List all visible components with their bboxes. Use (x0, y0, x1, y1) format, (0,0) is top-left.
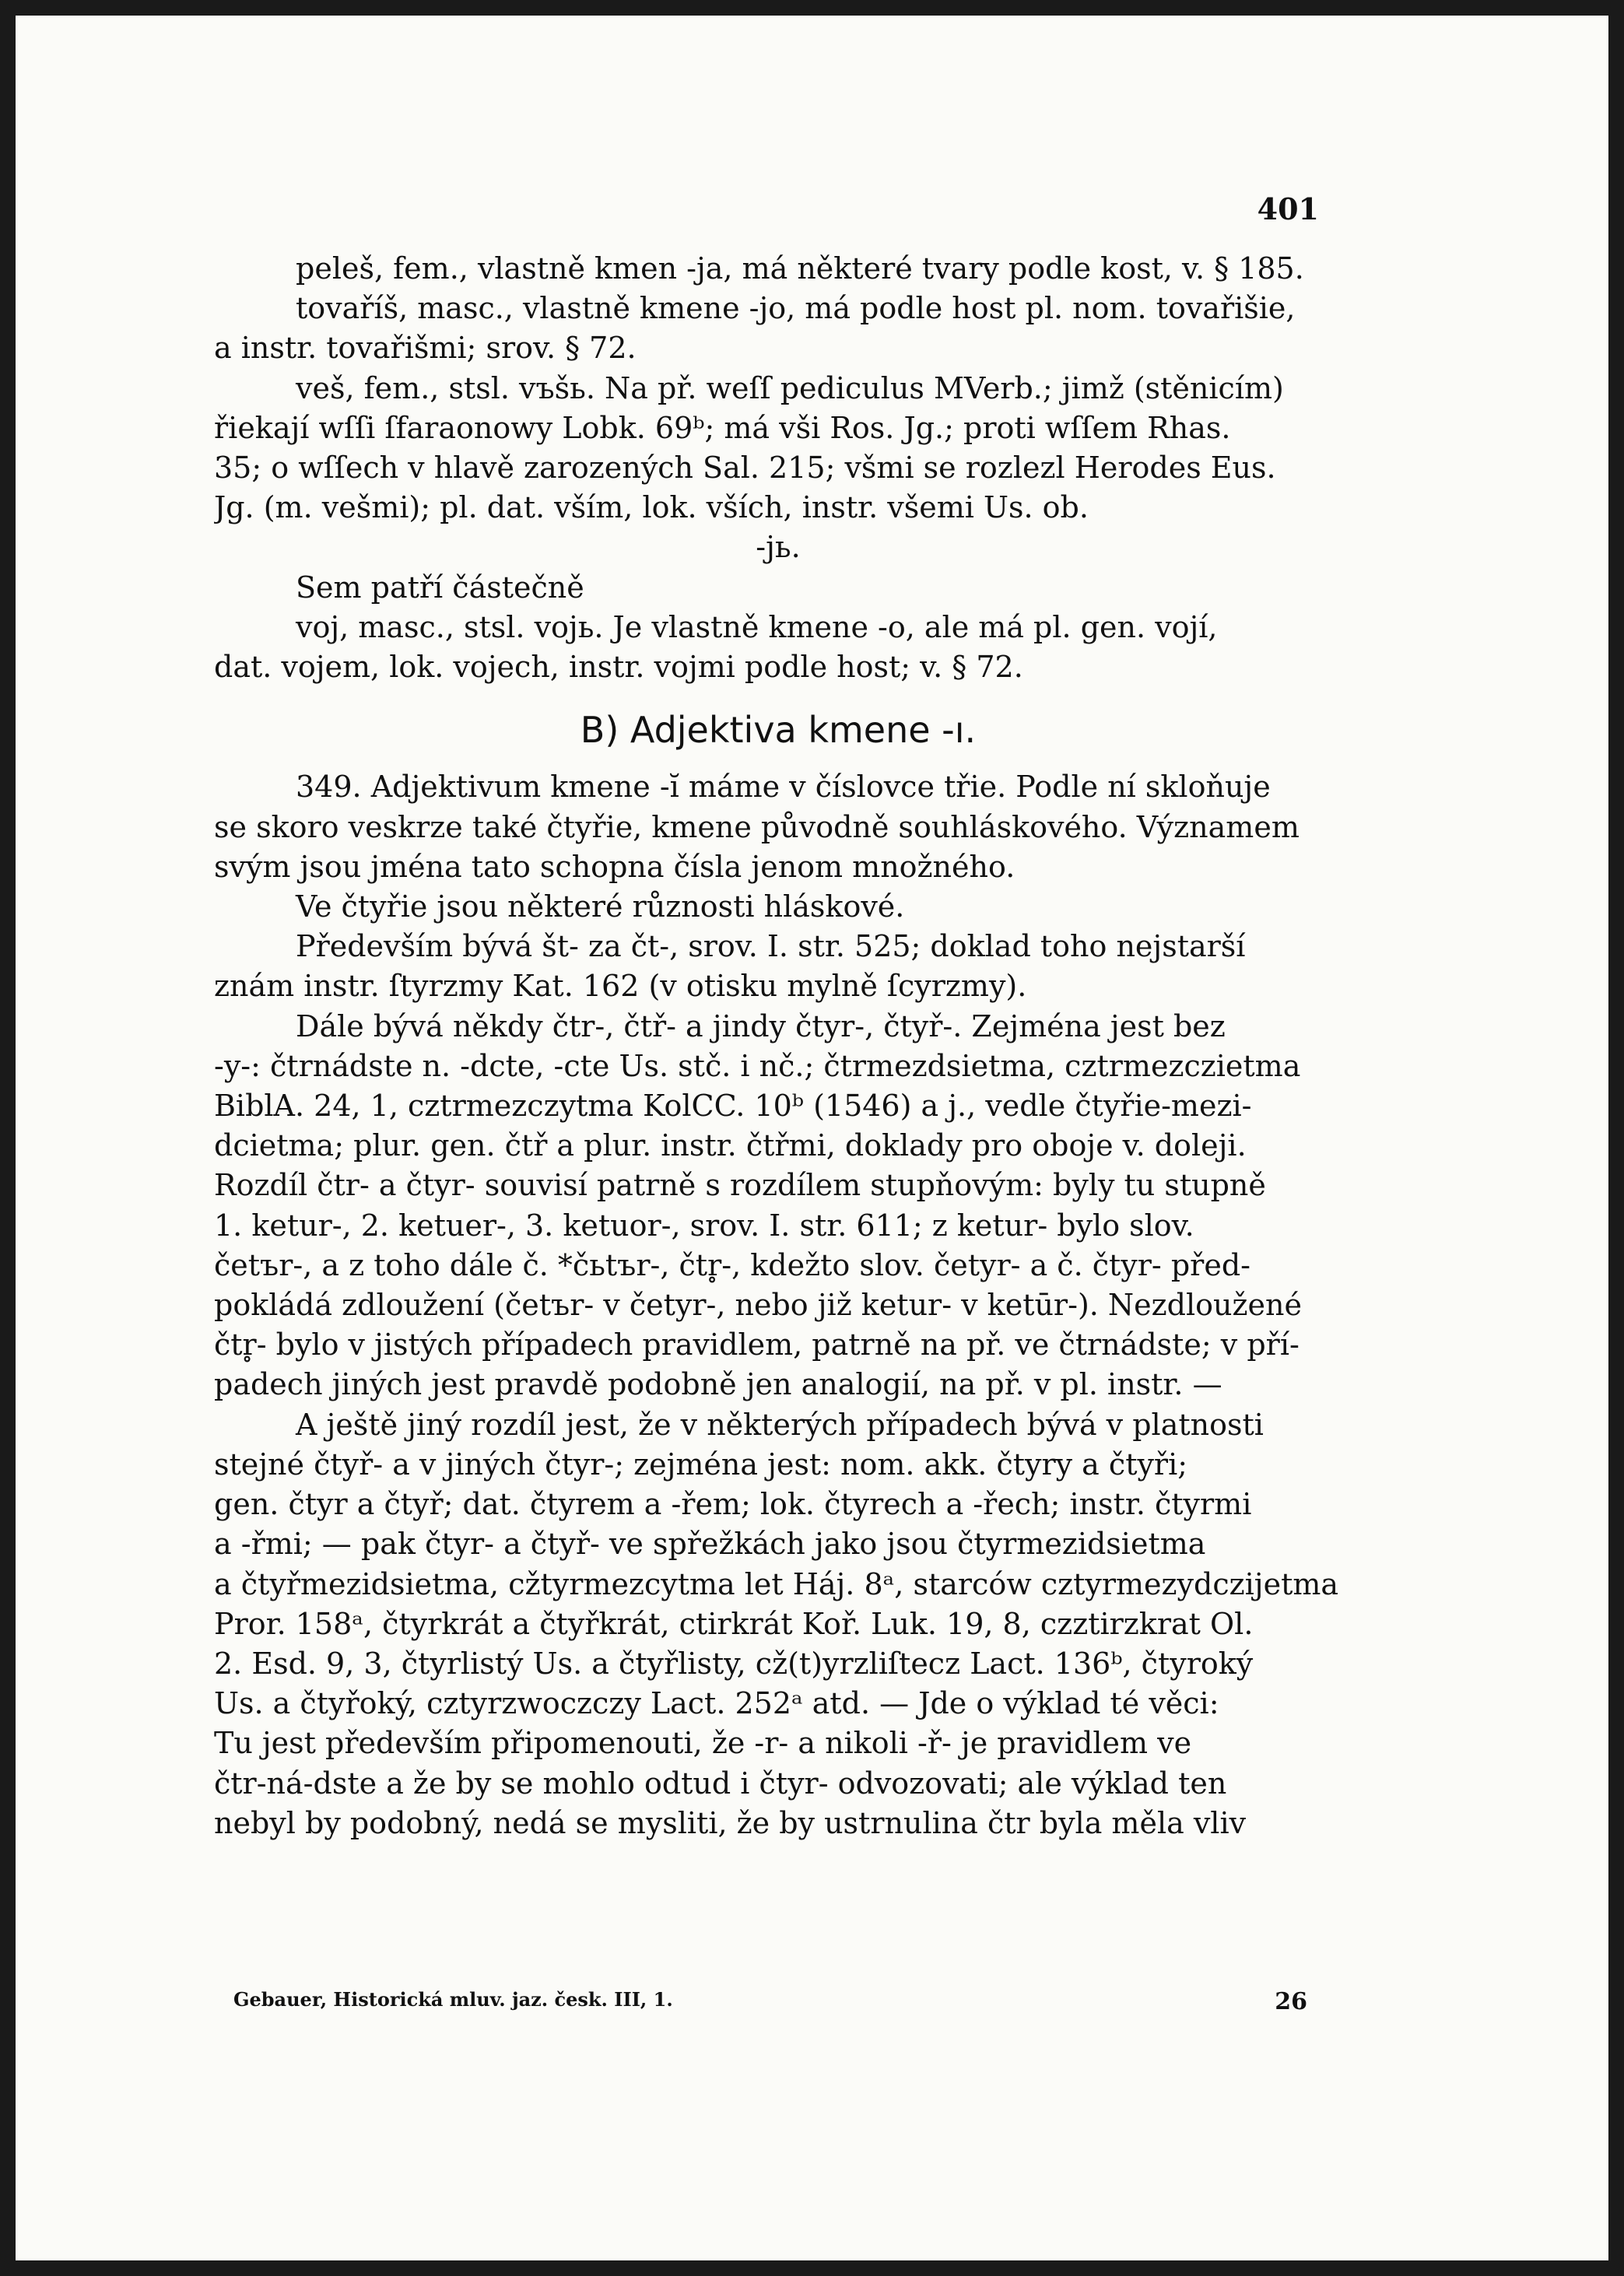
text-line: A ještě jiný rozdíl jest, že v některých případech bývá v platnosti (296, 1407, 1264, 1442)
text-line: 35; o wſſech v hlavě zarozených Sal. 215; všmi se rozlezl Herodes Eus. (214, 451, 1276, 486)
text-line: Pror. 158ᵃ, čtyrkrát a čtyřkrát, ctirkrát Koř. Luk. 19, 8, czztirzkrat Ol. (214, 1606, 1254, 1641)
text-line: Tu jest především připomenouti, že -r- a nikoli -ř- je pravidlem ve (214, 1726, 1192, 1761)
text-line: veš, fem., stsl. vъšь. Na př. weſſ pediculus MVerb.; jimž (stěnicím) (296, 370, 1284, 405)
text-line: čtr-ná-dste a že by se mohlo odtud i čtyr- odvozovati; ale výklad ten (214, 1766, 1227, 1801)
footer-sheet-number: 26 (1275, 1988, 1307, 2015)
text-line: Us. a čtyřoký, cztyrzwoczczy Lact. 252ᵃ atd. — Jde o výklad té věci: (214, 1686, 1219, 1721)
section-heading: B) Adjektiva kmene -ı. (580, 709, 977, 752)
text-body (214, 249, 1342, 1843)
scanned-page (16, 16, 1608, 2260)
text-line: Sem patří částečně (296, 570, 584, 605)
text-line: pokládá zdloužení (četъr- v četyr-, nebo již ketur- v ketūr-). Nezdloužené (214, 1288, 1302, 1323)
text-line: 1. ketur-, 2. ketuer-, 3. ketuor-, srov. I. str. 611; z ketur- bylo slov. (214, 1208, 1194, 1243)
text-line: dcietma; plur. gen. čtř a plur. instr. čtřmi, doklady pro oboje v. doleji. (214, 1128, 1247, 1163)
text-line: stejné čtyř- a v jiných čtyr-; zejména jest: nom. akk. čtyry a čtyři; (214, 1447, 1188, 1482)
page-number: 401 (1257, 191, 1319, 226)
text-line: peleš, fem., vlastně kmen -ja, má některé tvary podle kost, v. § 185. (296, 251, 1304, 286)
text-line: voj, masc., stsl. vojь. Je vlastně kmene -o, ale má pl. gen. vojí, (296, 609, 1218, 644)
text-line: znám instr. ſtyrzmy Kat. 162 (v otisku mylně ſcyrzmy). (214, 969, 1027, 1004)
text-line: Především bývá št- za čt-, srov. I. str. 525; doklad toho nejstarší (296, 929, 1246, 964)
text-line: dat. vojem, lok. vojech, instr. vojmi podle host; v. § 72. (214, 650, 1023, 685)
text-line: a čtyřmezidsietma, cžtyrmezcytma let Háj. 8ᵃ, starców cztyrmezydczijetma (214, 1566, 1339, 1601)
page-footer (233, 1988, 1307, 2015)
text-line: čtr̥- bylo v jistých případech pravidlem, patrně na př. ve čtrnádste; v pří- (214, 1327, 1300, 1362)
text-line: BiblA. 24, 1, cztrmezczytma KolCC. 10ᵇ (1546) a j., vedle čtyřie-mezi- (214, 1089, 1252, 1124)
text-line: Rozdíl čtr- a čtyr- souvisí patrně s rozdílem stupňovým: byly tu stupně (214, 1168, 1266, 1203)
text-line: a instr. tovařišmi; srov. § 72. (214, 331, 637, 366)
text-line: -y-: čtrnádste n. -dcte, -cte Us. stč. i nč.; čtrmezdsietma, cztrmezczietma (214, 1048, 1301, 1083)
text-line: řiekají wſſi ſfaraonowy Lobk. 69ᵇ; má vši Ros. Jg.; proti wſſem Rhas. (214, 410, 1231, 445)
text-line: a -řmi; — pak čtyr- a čtyř- ve spřežkách jako jsou čtyrmezidsietma (214, 1527, 1206, 1562)
text-line: 2. Esd. 9, 3, čtyrlistý Us. a čtyřlisty, cž(t)yrzliſtecz Lact. 136ᵇ, čtyroký (214, 1646, 1254, 1681)
text-line: Ve čtyřie jsou některé různosti hláskové. (296, 889, 905, 924)
text-line: se skoro veskrze také čtyřie, kmene původně souhláskového. Významem (214, 809, 1300, 844)
text-line: gen. čtyr a čtyř; dat. čtyrem a -řem; lok. čtyrech a -řech; instr. čtyrmi (214, 1487, 1252, 1522)
section-marker: -jь. (756, 530, 801, 565)
text-line: tovaříš, masc., vlastně kmene -jo, má podle host pl. nom. tovařišie, (296, 291, 1296, 326)
text-line: Jg. (m. vešmi); pl. dat. vším, lok. vších, instr. všemi Us. ob. (214, 490, 1089, 525)
footer-source: Gebauer, Historická mluv. jaz. česk. III, 1. (233, 1988, 673, 2011)
text-line: četъr-, a z toho dále č. *čьtъr-, čtr̥-, kdežto slov. četyr- a č. čtyr- před- (214, 1247, 1250, 1282)
text-line: svým jsou jména tato schopna čísla jenom množného. (214, 849, 1015, 884)
text-line: padech jiných jest pravdě podobně jen analogií, na př. v pl. instr. — (214, 1367, 1222, 1402)
text-line: nebyl by podobný, nedá se mysliti, že by ustrnulina čtr byla měla vliv (214, 1805, 1247, 1840)
paragraph-number-line: 349. Adjektivum kmene -ĭ máme v číslovce třie. Podle ní skloňuje (296, 770, 1271, 805)
text-line: Dále bývá někdy čtr-, čtř- a jindy čtyr-, čtyř-. Zejména jest bez (296, 1008, 1226, 1043)
